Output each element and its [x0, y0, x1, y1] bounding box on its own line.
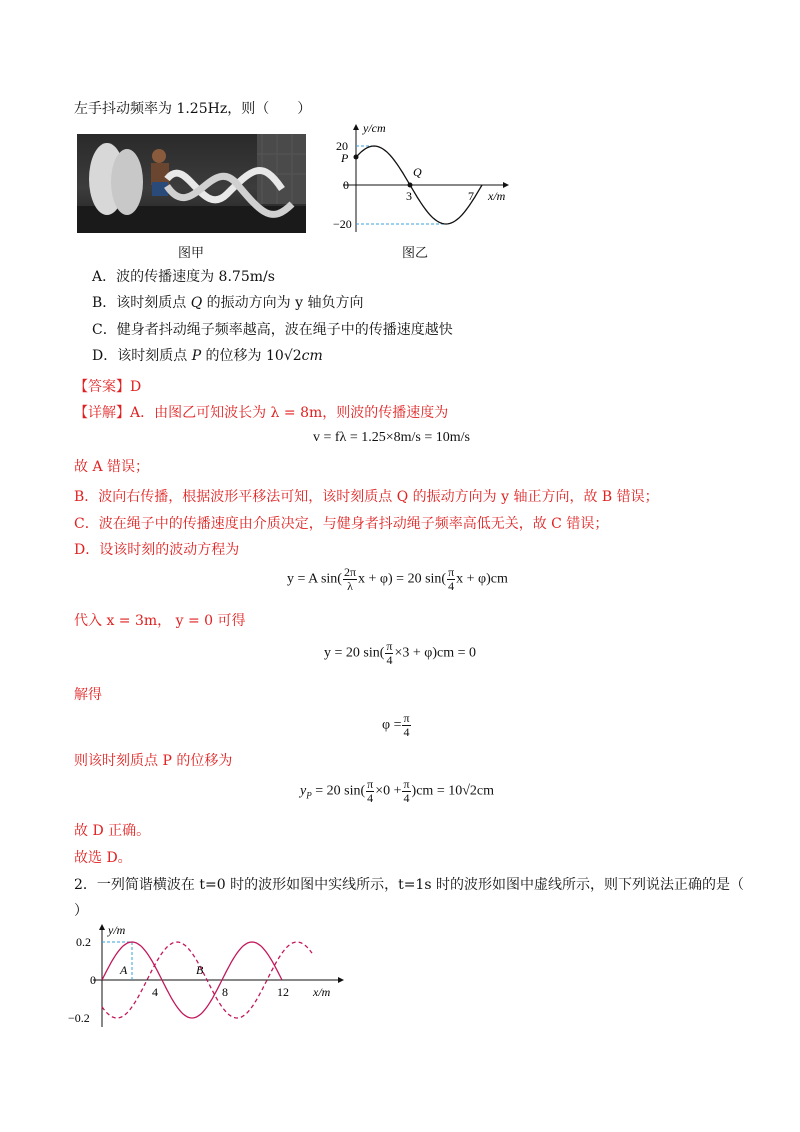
question2-line1: 2．一列简谐横波在 t=0 时的波形如图中实线所示，t=1s 时的波形如图中虚线所示，则下列说法正确的是（	[74, 877, 744, 893]
chart1-yneg: −20	[333, 217, 352, 231]
chart2-ypos: 0.2	[76, 935, 91, 949]
wave-chart-1	[333, 120, 513, 235]
battle-rope-photo	[77, 134, 306, 233]
detail-d-conclusion: 故 D 正确。	[74, 823, 151, 839]
chart2-x8: 8	[222, 985, 228, 999]
point-p	[354, 155, 359, 160]
chart1-x7: 7	[468, 189, 474, 203]
detail-substitute: 代入 x = 3m， y = 0 可得	[74, 613, 246, 629]
detail-b: B．波向右传播，根据波形平移法可知，该时刻质点 Q 的振动方向为 y 轴正方向，故 B 错误；	[74, 489, 659, 505]
chart1-x3: 3	[406, 189, 412, 203]
label-a: A	[120, 963, 128, 977]
chart2-zero: 0	[90, 973, 96, 987]
detail-solve: 解得	[74, 687, 102, 703]
detail-a-conclusion: 故 A 错误；	[74, 459, 150, 475]
chart2-x12: 12	[277, 985, 289, 999]
chart2-x4: 4	[152, 985, 158, 999]
chart1-ylabel: y/cm	[363, 121, 386, 135]
equation-yp: $y_P = 20$ sin( $\frac{\pi}{4}$ ×0 + $\frac{\pi}{4}$ )cm = 10√2cm	[300, 777, 494, 805]
label-p: P	[341, 151, 349, 165]
intro-line: 左手抖动频率为 1.25Hz，则（ ）	[74, 101, 312, 117]
detail-a: 【详解】A．由图乙可知波长为 λ = 8m，则波的传播速度为	[74, 405, 449, 421]
question2-line2: ）	[74, 903, 88, 919]
point-q	[408, 183, 413, 188]
answer-line: 【答案】D	[74, 379, 142, 395]
equation-phi: φ = $\frac{\pi}{4}$	[382, 711, 410, 739]
detail-p: 则该时刻质点 P 的位移为	[74, 753, 233, 769]
chart1-ypos: 20	[336, 139, 348, 153]
equation-substituted: y = 20 sin( $\frac{\pi}{4}$ ×3 + φ)cm = 0	[324, 639, 477, 667]
chart1-xlabel: x/m	[488, 189, 506, 203]
caption-b: 图乙	[402, 246, 429, 261]
option-b: B．该时刻质点 Q 的振动方向为 y 轴负方向	[92, 295, 364, 311]
option-c: C．健身者抖动绳子频率越高，波在绳子中的传播速度越快	[92, 322, 453, 338]
label-b: B	[196, 963, 204, 977]
option-d: D．该时刻质点 P 的位移为 10√2cm	[92, 348, 323, 364]
chart1-zero: 0	[343, 178, 349, 192]
label-q: Q	[413, 165, 422, 179]
option-a: A．波的传播速度为 8.75m/s	[92, 269, 275, 285]
equation-wave: y = A sin( $\frac{2\pi}{\lambda}$ x + φ) = 20 sin( $\frac{\pi}{4}$ x + φ)cm	[287, 565, 508, 593]
equation-velocity: v = fλ = 1.25×8m/s = 10m/s	[313, 430, 470, 445]
detail-select: 故选 D。	[74, 850, 132, 866]
detail-c: C．波在绳子中的传播速度由介质决定，与健身者抖动绳子频率高低无关，故 C 错误；	[74, 516, 609, 532]
chart2-yneg: −0.2	[68, 1011, 90, 1025]
wave-chart-2	[68, 922, 348, 1032]
detail-d: D．设该时刻的波动方程为	[74, 542, 240, 558]
caption-a: 图甲	[178, 246, 205, 261]
chart2-ylabel: y/m	[108, 923, 126, 937]
chart2-xlabel: x/m	[313, 985, 331, 999]
